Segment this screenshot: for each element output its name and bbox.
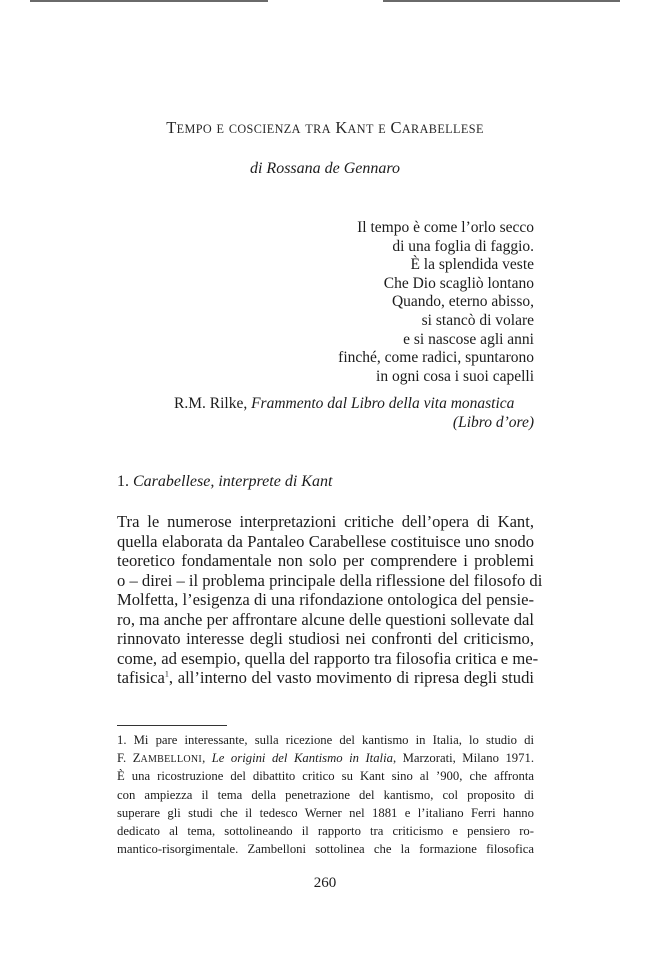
attribution-work: Frammento dal Libro della vita monastica xyxy=(251,395,515,412)
top-rule-left xyxy=(30,0,268,2)
section-number: 1. xyxy=(117,473,129,490)
poem-line: Quando, eterno abisso, xyxy=(391,293,534,311)
poem-line: e si nascose agli anni xyxy=(403,330,534,348)
body-line: ro, ma anche per affrontare alcune delle questioni sollevate dal xyxy=(117,609,534,629)
footnote-ref-initial: F. Z xyxy=(117,751,141,766)
article-title xyxy=(0,118,650,138)
author-line: di Rossana de Gennaro xyxy=(249,160,401,177)
body-line: teoretico fondamentale non solo per comprendere i problemi xyxy=(117,551,534,570)
section-title: Carabellese, interprete di Kant xyxy=(133,473,333,490)
body-paragraph xyxy=(117,512,543,688)
poem-line: È la splendida veste xyxy=(410,256,534,274)
poem-line: si stancò di volare xyxy=(421,311,534,329)
footnote-line: mantico-risorgimentale. Zambelloni sottolinea che la formazione filosofica xyxy=(117,842,534,857)
body-line: rinnovato interesse degli studiosi nei confronti del criticismo, xyxy=(117,629,534,648)
footnote-line: È una ricostruzione del dibattito critico su Kant sino al ’900, che affronta xyxy=(117,769,534,784)
article-title-text: TEMPO E COSCIENZA TRA KANT E CARABELLESE xyxy=(166,118,484,137)
footnote-line: 1. Mi pare interessante, sulla ricezione del kantismo in Italia, lo studio di xyxy=(117,733,534,747)
footnote xyxy=(117,731,534,858)
footnote-ref-surname: AMBELLONI xyxy=(140,754,203,766)
poem-line: in ogni cosa i suoi capelli xyxy=(376,367,534,385)
epigraph-poem xyxy=(134,219,534,386)
body-line: o – direi – il problema principale della riflessione del filosofo di xyxy=(117,570,543,590)
footnote-ref-sep: , xyxy=(202,751,212,766)
attribution-author: R.M. Rilke, xyxy=(174,395,248,412)
footnote-ref-title: Le origini del Kantismo in Italia xyxy=(211,751,393,766)
footnote-reference: 1 xyxy=(164,669,169,679)
poem-line: Che Dio scagliò lontano xyxy=(383,274,534,292)
footnote-line: con ampiezza il tema della penetrazione del kantismo, col proposito di xyxy=(117,787,534,802)
footnote-ref-publisher: , Marzorati, Milano 1971. xyxy=(392,751,535,766)
body-line-text: tafisica xyxy=(117,668,165,687)
body-line xyxy=(117,668,534,688)
top-rule-right xyxy=(383,0,620,2)
footnote-line xyxy=(117,749,534,767)
section-heading xyxy=(117,473,332,491)
poem-line: finché, come radici, spuntarono xyxy=(338,349,534,367)
body-line-text: , all’interno del vasto movimento di ripresa degli studi xyxy=(168,668,534,687)
body-line: Tra le numerose interpretazioni critiche dell’opera di Kant, xyxy=(117,512,534,531)
footnote-line: superare gli studi che il tedesco Werner nel 1881 e l’italiano Ferri hanno xyxy=(117,805,534,820)
body-line: Molfetta, l’esigenza di una rifondazione ontologica del pensie- xyxy=(117,590,534,609)
footnote-separator xyxy=(117,725,227,726)
epigraph-attribution xyxy=(174,394,534,432)
poem-line: di una foglia di faggio. xyxy=(392,237,534,255)
page-number: 260 xyxy=(313,875,337,891)
poem-line: Il tempo è come l’orlo secco xyxy=(357,219,534,236)
body-line: come, ad esempio, quella del rapporto tra filosofia critica e me- xyxy=(117,648,539,668)
body-line: quella elaborata da Pantaleo Carabellese costituisce uno snodo xyxy=(117,531,534,551)
footnote-line: dedicato al tema, sottolineando il rapporto tra criticismo e pensiero ro- xyxy=(117,823,534,838)
attribution-subtitle: (Libro d’ore) xyxy=(452,414,534,431)
